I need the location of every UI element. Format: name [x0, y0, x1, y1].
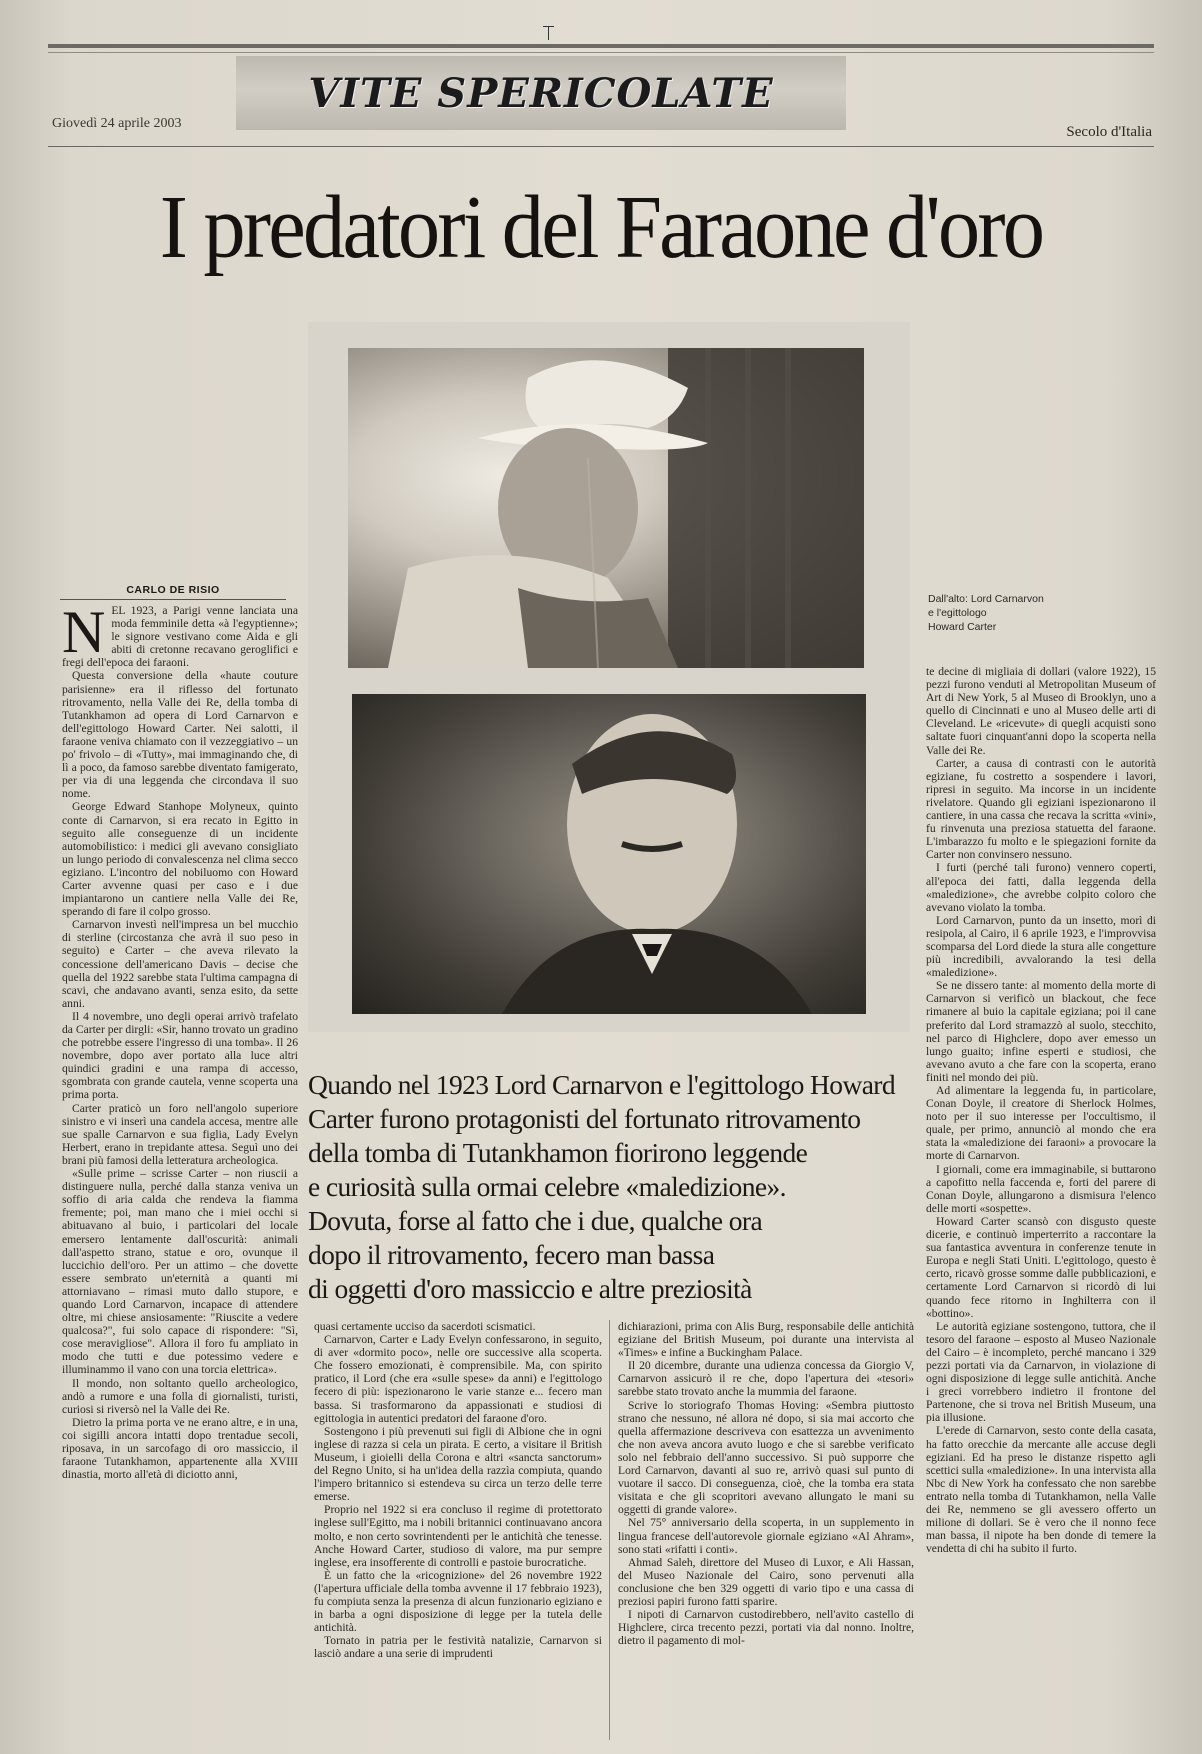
caption-line: Howard Carter — [928, 621, 997, 633]
photo-lord-carnarvon — [348, 348, 864, 668]
paragraph: L'erede di Carnarvon, sesto conte della casata, ha fatto orecchie da mercante alle accuse degli egiziani. Ed ha preso le distanze rispetto agli scettici sulla «maledizione». In una intervista alla Nbc di New York ha confessato che non sarebbe entrato nella tomba di Tutankhamon, nella Valle dei Re, nemmeno se gli avessero offerto un milione di dollari. Se è vero che il nonno fece man bassa, il nipote ha ben donde di temere la vendetta di chi ha subito il furto. — [926, 1424, 1156, 1556]
paragraph: dichiarazioni, prima con Alis Burg, responsabile delle antichità egiziane del British Museum, poi durante una intervista al «Times» e infine a Buckingham Palace. — [618, 1320, 914, 1360]
article-column-right — [926, 665, 1156, 1745]
issue-date: Giovedì 24 aprile 2003 — [52, 116, 182, 131]
top-rule-thin — [48, 52, 1154, 53]
pull-quote-line: della tomba di Tutankhamon fiorirono leggende — [308, 1137, 808, 1168]
top-rule — [48, 44, 1154, 48]
newspaper-name: Secolo d'Italia — [1066, 124, 1152, 140]
section-title: VITE SPERICOLATE — [308, 69, 774, 117]
paragraph: Lord Carnarvon, punto da un insetto, morì di resipola, al Cairo, il 6 aprile 1923, e l'improvvisa scomparsa del Lord diede la stura alle congetture più incredibili, avvalorando la tesi della «maledizione». — [926, 913, 1156, 980]
paragraph: Ahmad Saleh, direttore del Museo di Luxor, e Ali Hassan, del Museo Nazionale del Cairo, sono pervenuti alla conclusione che ben 329 oggetti di vario tipo e una cassa di preziosi papiri furono fatti sparire. — [618, 1555, 914, 1608]
paragraph: Nel 75° anniversario della scoperta, in un supplemento in lingua francese dell'autorevole giornale egiziano «Al Ahram», sono stati «rifatti i conti». — [618, 1516, 914, 1556]
paragraph: Il 4 novembre, uno degli operai arrivò trafelato da Carter per dirgli: «Sir, hanno trovato un gradino che potrebbe essere l'ingresso di una tomba». Il 26 novembre, dopo aver portato alla luce altri quindici gradini e una rampa di accesso, sgombrata con grande cautela, venne scoperta una prima porta. — [62, 1009, 298, 1102]
paragraph: Dietro la prima porta ve ne erano altre, e in una, coi sigilli ancora intatti dopo trentadue secoli, riposava, in un sarcofago di oro massiccio, il faraone Tutankhamon, appartenente alla XVIII dinastia, morto all'età di diciotto anni, — [62, 1415, 298, 1482]
headline: I predatori del Faraone d'oro — [159, 178, 1043, 277]
photo-caption — [928, 592, 1088, 634]
paragraph: È un fatto che la «ricognizione» del 26 novembre 1922 (l'apertura ufficiale della tomba avvenne il 17 febbraio 1923), fu compiuta senza la presenza di alcun funzionario egiziano e in barba a ogni disposizione di legge per la tutela delle antichità. — [314, 1568, 602, 1635]
section-banner — [236, 56, 846, 130]
paragraph: George Edward Stanhope Molyneux, quinto conte di Carnarvon, si era recato in Egitto in seguito alle conseguenze di un incidente automobilistico: i medici gli avevano consigliato un lungo periodo di convalescenza nel clima secco egiziano. L'incontro del nobiluomo con Howard Carter avvenne quasi per caso e i due impiantarono un cantiere nella Valle dei Re, sperando di fare il colpo grosso. — [62, 800, 298, 919]
column-separator — [609, 1320, 610, 1740]
paragraph: Howard Carter scansò con disgusto queste dicerie, e continuò imperterrito a raccontare la sua fantastica avventura in conferenze tenute in Europa e negli Stati Uniti. L'egittologo, questo è certo, ricavò grosse somme dalle pubblicazioni, e certamente Lord Carnarvon si ricordò di lui quando fece ritorno in Inghilterra con il «bottino». — [926, 1214, 1156, 1320]
drop-cap: N — [62, 604, 106, 665]
pull-quote-line: e curiosità sulla ormai celebre «maledizione». — [308, 1171, 786, 1202]
paragraph: Le autorità egiziane sostengono, tuttora, che il tesoro del faraone – esposto al Museo Nazionale del Cairo – è incompleto, perché mancano i 329 pezzi portati via da Carnarvon, in violazione di ogni disposizione di legge sulle antichità. Anche i greci vorrebbero indietro il frontone del Partenone, che si trova nel British Museum, una pia illusione. — [926, 1319, 1156, 1425]
caption-line: e l'egittologo — [928, 607, 987, 619]
paragraph: Tornato in patria per le festività natalizie, Carnarvon si lasciò andare a una serie di imprudenti — [314, 1634, 602, 1661]
paragraph — [62, 604, 298, 669]
pull-quote-line: Dovuta, forse al fatto che i due, qualche ora — [308, 1205, 763, 1236]
paragraph: Il mondo, non soltanto quello archeologico, andò a rumore e una folla di giornalisti, turisti, curiosi si riversò nel la Valle dei Re. — [62, 1376, 298, 1416]
paragraph: Ad alimentare la leggenda fu, in particolare, Conan Doyle, il creatore di Sherlock Holmes, noto per il suo interesse per l'occultismo, il quale, per primo, annunciò al mondo che era stata la «maledizione dei faraoni» a provocare la morte di Carnarvon. — [926, 1084, 1156, 1163]
paragraph: Sostengono i più prevenuti sui figli di Albione che in ogni inglese di razza si cela un pirata. E certo, a visitare il British Museum, i gioielli della Corona e altri «sancta sanctorum» del Regno Unito, si ha un'idea della razzìa compiuta, quando l'impero britannico si estendeva su circa un terzo delle terre emerse. — [314, 1424, 602, 1504]
paragraph: Se ne dissero tante: al momento della morte di Carnarvon si verificò un blackout, che fece rimanere al buio la capitale egiziana; poi il cane preferito dal Lord stramazzò al suolo, stecchito, nel parco di Highclere, dopo aver emesso un lungo guaito; infine esperti e studiosi, che avevano avuto a che fare con la scoperta, erano finiti nel mondo dei più. — [926, 979, 1156, 1084]
pull-quote-line: Quando nel 1923 Lord Carnarvon e l'egittologo Howard — [308, 1069, 896, 1100]
pull-quote-line: di oggetti d'oro massiccio e altre preziosità — [308, 1273, 752, 1304]
paragraph: «Sulle prime – scrisse Carter – non riuscii a distinguere nulla, perché dalla stanza veniva un soffio di aria calda che rendeva la fiamma fremente; poi, man mano che i miei occhi si abituavano al buio, i particolari del locale emersero lentamente dall'oscurità: animali dall'aspetto strano, statue e oro, ovunque il luccichio dell'oro. Per un attimo – che dovette essere sembrato un'eternità a quanti mi attorniavano – rimasi muto dallo stupore, e quando Lord Carnarvon, incapace di attendere oltre, mi chiese ansiosamente: "Riuscite a vedere qualcosa?", fui solo capace di rispondere: "Sì, cose meravigliose". Allora il foro fu ampliato in modo che tutti e due potessimo vedere e illuminammo il vano con una torcia elettrica». — [62, 1167, 298, 1377]
article-column-bottom-2 — [618, 1320, 914, 1745]
paragraph: Carter, a causa di contrasti con le autorità egiziane, fu costretto a sospendere i lavori, ripresi in seguito. Ma incorse in un incidente rivelatore. Quando gli egiziani ispezionarono il cantiere, in una cassa che recava la scritta «vini», fu rinvenuta una preziosa statuetta del faraone. L'imbarazzo fu molto e le spiegazioni fornite da Carter non convinsero nessuno. — [926, 756, 1156, 862]
paragraph-text: EL 1923, a Parigi venne lanciata una moda femminile detta «à l'egyptienne»; le signore vestivano come Aida e gli abiti di cretonne recavano geroglifici e fregi dell'epoca dei faraoni. — [62, 604, 298, 670]
paragraph: quasi certamente ucciso da sacerdoti scismatici. — [314, 1320, 536, 1333]
article-column-left — [62, 604, 298, 1749]
pull-quote-line: Carter furono protagonisti del fortunato ritrovamento — [308, 1103, 861, 1134]
paragraph: Questa conversione della «haute couture parisienne» era il riflesso del fortunato ritrovamento, nella Valle dei Re, della tomba di Tutankhamon ad opera di Lord Carnarvon e dell'egittologo Howard Carter. Nei salotti, il faraone veniva chiamato con il vezzeggiativo – un po' frivolo – di «Tutty», mai immaginando che, di lì a poco, da famoso sarebbe diventato famigerato, per via di una leggenda che circondava il suo nome. — [62, 669, 298, 801]
caption-line: Dall'alto: Lord Carnarvon — [928, 593, 1044, 605]
paragraph: I giornali, come era immaginabile, si buttarono a capofitto nella faccenda e, forti del parere di Conan Doyle, allungarono a dismisura l'elenco delle morti «sospette». — [926, 1162, 1156, 1215]
pull-quote-line: dopo il ritrovamento, fecero man bassa — [308, 1239, 715, 1270]
header-rule — [48, 146, 1154, 147]
paragraph: Carnarvon investì nell'impresa un bel mucchio di sterline (circostanza che avrà il suo peso in seguito) e Carter – che aveva rilevato la concessione dell'americano Davis – decise che quella del 1922 sarebbe stata l'ultima campagna di scavi, che andavano avanti, senza esito, da sette anni. — [62, 918, 298, 1010]
pull-quote — [308, 1068, 916, 1306]
paragraph: Carter praticò un foro nell'angolo superiore sinistro e vi inserì una candela accesa, mentre alle sue spalle Carnarvon e sua figlia, Lady Evelyn Herbert, erano in trepidante attesa. Seguì uno dei brani più famosi della letteratura archeologica. — [62, 1101, 298, 1167]
crop-mark — [548, 26, 549, 40]
byline: CARLO DE RISIO — [60, 584, 286, 600]
article-column-bottom-1 — [314, 1320, 602, 1745]
paragraph: I furti (perché tali furono) vennero coperti, all'epoca dei fatti, dalla leggenda della «maledizione», che avrebbe colpito coloro che avevano violato la tomba. — [926, 861, 1156, 914]
paragraph: Carnarvon, Carter e Lady Evelyn confessarono, in seguito, di aver «dormito poco», nelle ore successive alla scoperta. Che fossero emozionati, è comprensibile. Ma, con spirito pratico, il Lord (che era «sulle spese» da anni) e l'egittologo fecero di più: ispezionarono le varie stanze e... fecero man bassa. Si trasformarono da appassionati e studiosi di egittologia in autentici predatori del faraone d'oro. — [314, 1333, 602, 1425]
paragraph: Scrive lo storiografo Thomas Hoving: «Sembra piuttosto strano che nessuno, né allora né dopo, si sia mai accorto che quella affermazione descriveva con esattezza un avvenimento che non aveva ancora avuto luogo e che si sarebbe verificato solo nel febbraio dell'anno successivo. Si può supporre che Lord Carnarvon, davanti al suo re, arrivò quasi sul punto di vuotare il sacco. Di conseguenza, cioè, che la tomba era stata visitata e che gli scopritori avevano allungato le mani su oggetti di grande valore». — [618, 1398, 914, 1517]
paragraph: Proprio nel 1922 si era concluso il regime di protettorato inglese sull'Egitto, ma i nobili britannici continuavano ancora molto, e non certo sovrintendenti per le antichità che tenesse. Anche Howard Carter, studioso di valore, ma pur sempre inglese, era insofferente di controlli e pastoie burocratiche. — [314, 1503, 602, 1569]
paragraph: I nipoti di Carnarvon custodirebbero, nell'avito castello di Highclere, circa trecento pezzi, portati via dal nonno. Inoltre, dietro il pagamento di mol- — [618, 1608, 914, 1648]
photo-howard-carter — [352, 694, 866, 1014]
paragraph: te decine di migliaia di dollari (valore 1922), 15 pezzi furono venduti al Metropolitan Museum of Art di New York, 5 al Museo di Brooklyn, uno a quello di Cincinnati e uno al Museo delle arti di Cleveland. Le «ricevute» di quegli acquisti sono saltate fuori cinquant'anni dopo la scoperta nella Valle dei Re. — [926, 665, 1156, 757]
paragraph: Il 20 dicembre, durante una udienza concessa da Giorgio V, Carnarvon assicurò il re che, dopo l'apertura dei «tesori» sarebbe stato trovato anche la mummia del faraone. — [618, 1359, 914, 1399]
